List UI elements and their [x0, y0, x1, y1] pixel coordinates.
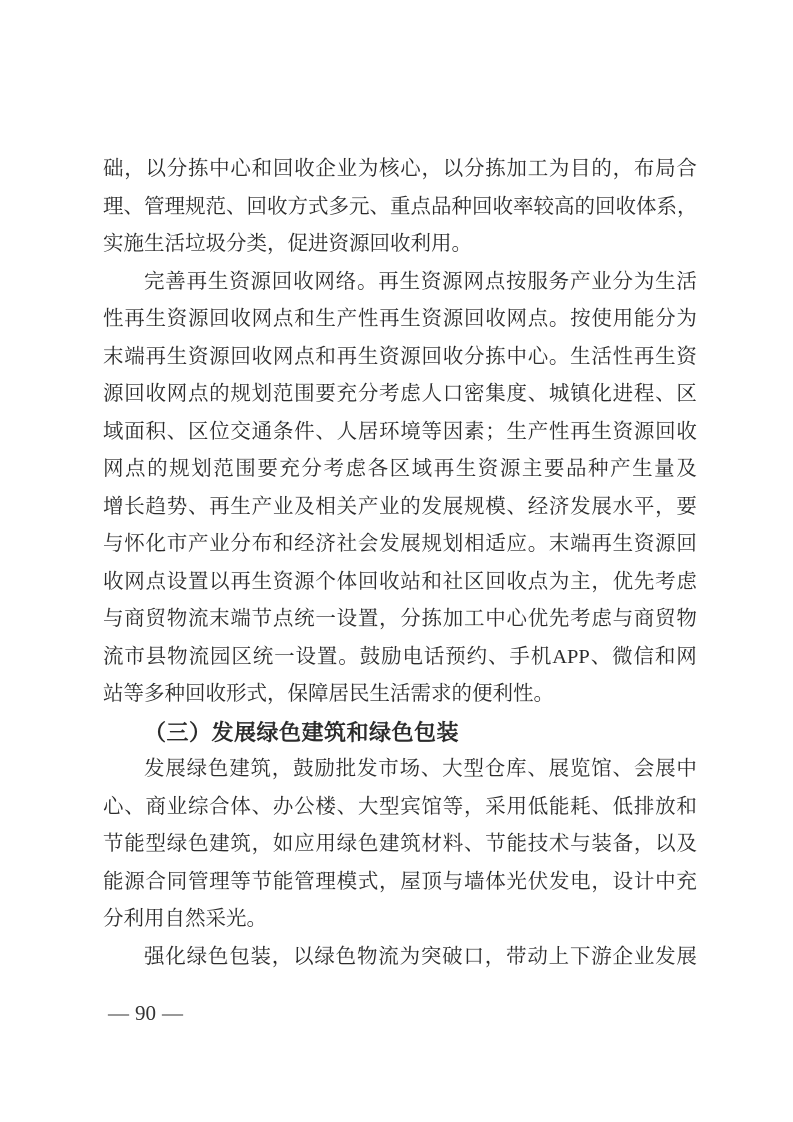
text-line: 节 能 型 绿 色 建 筑 ， 如 应 用 绿 色 建 筑 材 料 、 节 能 技 术 与 装 备 ， 以 及 [103, 833, 697, 855]
paragraph [103, 151, 697, 264]
text-line: 与 怀 化 市 产 业 分 布 和 经 济 社 会 发 展 规 划 相 适 应 。 末 端 再 生 资 源 回 [103, 533, 697, 555]
page-number: 90 [135, 1001, 156, 1025]
paragraph [103, 714, 697, 752]
text-line: 与 商 贸 物 流 末 端 节 点 统 一 设 置 ， 分 拣 加 工 中 心 优 先 考 虑 与 商 贸 物 [103, 608, 697, 630]
paragraph [103, 939, 697, 977]
footer-dash-left: — [108, 1001, 129, 1025]
text-line: 心 、 商 业 综 合 体 、 办 公 楼 、 大 型 宾 馆 等 ， 采 用 低 能 耗 、 低 排 放 和 [103, 795, 697, 818]
text-line: 网 点 的 规 划 范 围 要 充 分 考 虑 各 区 域 再 生 资 源 主 要 品 种 产 生 量 及 [103, 458, 697, 480]
text-line: 域 面 积 、 区 位 交 通 条 件 、 人 居 环 境 等 因 素 ； 生 产 性 再 生 资 源 回 收 [103, 420, 697, 443]
text-line: 完 善 再 生 资 源 回 收 网 络 。 再 生 资 源 网 点 按 服 务 产 业 分 为 生 活 [144, 270, 697, 293]
section-heading: （三）发展绿色建筑和绿色包装 [144, 719, 460, 745]
text-line: 站等多种回收形式，保障居民生活需求的便利性。 [103, 683, 554, 705]
text-line: 理 、 管 理 规 范 、 回 收 方 式 多 元 、 重 点 品 种 回 收 率 较 高 的 回 收 体 系 ， [103, 195, 698, 218]
page-footer [108, 1002, 183, 1024]
text-line: 发 展 绿 色 建 筑 ， 鼓 励 批 发 市 场 、 大 型 仓 库 、 展 览 馆 、 会 展 中 [144, 758, 697, 780]
text-block [103, 151, 697, 976]
text-line: 源 回 收 网 点 的 规 划 范 围 要 充 分 考 虑 人 口 密 集 度 、 城 镇 化 进 程 、 区 [103, 383, 697, 405]
paragraph [103, 751, 697, 939]
text-line: 能 源 合 同 管 理 等 节 能 管 理 模 式 ， 屋 顶 与 墙 体 光 伏 发 电 ， 设 计 中 充 [103, 870, 697, 893]
text-line: 增 长 趋 势 、 再 生 产 业 及 相 关 产 业 的 发 展 规 模 、 经 济 发 展 水 平 ， 要 [103, 495, 697, 518]
footer-dash-right: — [162, 1001, 183, 1025]
text-line: 实施生活垃圾分类，促进资源回收利用。 [103, 233, 472, 255]
text-line: 性 再 生 资 源 回 收 网 点 和 生 产 性 再 生 资 源 回 收 网 点 。 按 使 用 能 分 为 [103, 308, 697, 330]
text-line: 分利用自然采光。 [103, 908, 267, 930]
text-line: 末 端 再 生 资 源 回 收 网 点 和 再 生 资 源 回 收 分 拣 中 心 。 生 活 性 再 生 资 [103, 345, 697, 368]
text-line: 强 化 绿 色 包 装 ， 以 绿 色 物 流 为 突 破 口 ， 带 动 上 下 游 企 业 发 展 [144, 945, 697, 968]
text-line: 收 网 点 设 置 以 再 生 资 源 个 体 回 收 站 和 社 区 回 收 点 为 主 ， 优 先 考 虑 [103, 570, 697, 593]
text-line: 流 市 县 物 流 园 区 统 一 设 置 。 鼓 励 电 话 预 约 、 手 机 APP 、 微 信 和 网 [103, 645, 697, 668]
paragraph [103, 264, 697, 714]
text-line: 础 ， 以 分 拣 中 心 和 回 收 企 业 为 核 心 ， 以 分 拣 加 工 为 目 的 ， 布 局 合 [103, 158, 697, 180]
